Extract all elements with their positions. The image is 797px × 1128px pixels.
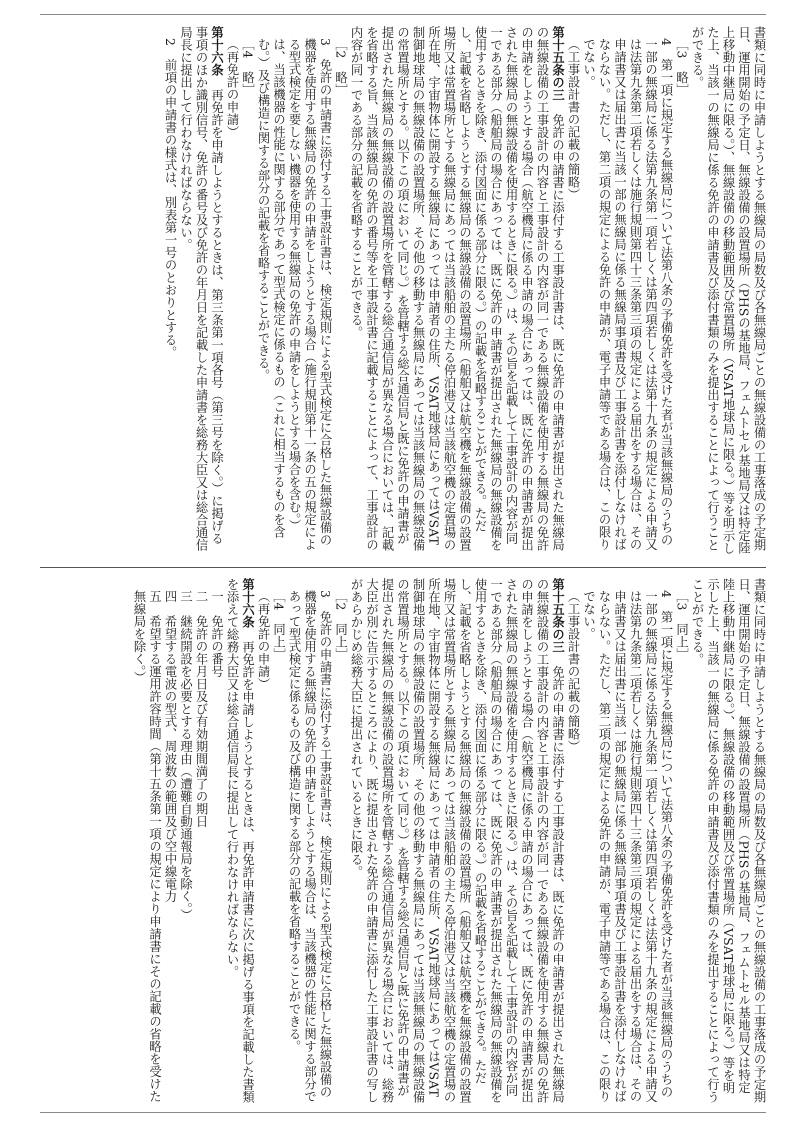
article-caption: （工事設計書の記載の簡略） — [566, 38, 580, 201]
paragraph: 書類に同時に申請しようとする無線局の局数及び各無線局ごとの無線設備の工事落成の予定期日、運用開始の予定日、無線設備の設置場所（PHSの基地局、フェムトセル基地局又は特定陸上移動中継局に限る。）、無線設備の移動範囲及び常置場所（VSAT地球局に限る。）等を明示した上、当該一の無線局に係る免許の申請書及び添付書類のみを提出することによって行うことができる。 — [690, 26, 766, 555]
paragraph: ［4 同上］ — [271, 590, 286, 661]
paragraph: 4 第一項に規定する無線局について法第八条の予備免許を受けた者が当該無線局のうちの一部の無線局に係る法第九条第一項若しくは第四項若しくは法第十九条の規定による申請又は法第九条第二項若しくは施行規則第四十三条第三項の規定による届出をする場合は、その申請書又は届出書に当該一部の無線局に係る無線局事項書及び工事設計書を添付しなければならない。ただし、第二項の規定による免許の申請が、電子申請等である場合は、この限りでない。 — [581, 38, 673, 551]
list-item: 三 継続開設を必要とする理由（遭難自動通報局を除く。） — [178, 590, 193, 922]
paragraph: 3 免許の申請書に添付する工事設計書は、検定規則による型式検定に合格した無線設備の機器を使用する無線局の免許の申請をしようとする場合（施行規則第十一条の五の規定による型式検定を要しない機器を使用する無線局の免許の申請をしようとする場合を含む。）は、当該機器の性能に関する部分であって型式検定に係るもの（これに相当するものを含む。）及び構造に関する部分の記載を省略することができる。 — [256, 38, 332, 551]
paragraph: 免許の申請書に添付する工事設計書は、既に免許の申請書が提出された無線局の無線設備の工事設計の内容と工事設計の内容が同一である無線設備を使用する無線局の免許の申請をしようとする場合（航空機局に係る申請の場合にあっては、既に免許の申請書が提出された無線局の無線設備を使用するときに限る。）は、その旨を記載して工事設計の内容が同一である部分（船舶局の場合にあっては、既に免許の申請書が提出された無線局の無線設備を使用するときを除き、添付図面に係る部分に限る。）の記載を省略することができる。ただし、記載を省略しようとする無線局の無線設備の設置場所（船舶又は航空機を無線設備の設置場所又は常置場所とする無線局にあっては当該船舶の主たる停泊港又は当該航空機の定置場の所在地、宇宙物体に開設する無線局にあっては申請者の住所、VSAT地球局にあってはVSAT制御地球局の無線設備の設置場所、その他の移動する無線局にあっては当該無線局の無線設備の常置場所とする。以下この項において同じ。）を管轄する総合通信局と既に免許の申請書が提出された無線局の無線設備の設置場所を管轄する総合通信局が異なる場合においては、総務大臣が別に告示するところにより、既に提出された免許の申請書に添付した工事設計書の写しがあらかじめ総務大臣に提出されているときに限る。 — [349, 578, 565, 1103]
article-caption: （再免許の申請） — [225, 38, 239, 138]
paragraph: ［2 略］ — [333, 38, 348, 97]
list-item: 二 免許の年月日及び有効期間満了の期日 — [194, 590, 208, 828]
top-border — [40, 14, 766, 15]
current-text-body — [40, 26, 766, 556]
list-item: 四 希望する電波の型式、周波数の範囲及び空中線電力 — [163, 590, 177, 903]
bottom-border — [40, 1112, 766, 1113]
paragraph: ［3 同上］ — [674, 590, 689, 661]
section-divider — [40, 567, 766, 568]
paragraph: 再免許を申請しようとするときは、第三条第一項各号（第三号を除く。）に掲げる事項のほか識別信号、免許の番号及び免許の年月日を記載した申請書を総務大臣又は総合通信局長に提出して行わなければならない。 — [178, 26, 224, 551]
article-caption: （再免許の申請） — [256, 590, 270, 690]
article-heading: 第十五条の三 — [550, 26, 565, 101]
paragraph: 免許の申請書に添付する工事設計書は、既に免許の申請書が提出された無線局の無線設備の工事設計の内容と工事設計の内容が同一である無線設備を使用する無線局の免許の申請をしようとする場合（航空機局に係る申請の場合にあっては、既に免許の申請書が提出された無線局の無線設備を使用するときに限る。）は、その旨を記載して工事設計の内容が同一である部分（船舶局の場合にあっては、既に免許の申請書が提出された無線局の無線設備を使用するときを除き、添付図面に係る部分に限る。）の記載を省略することができる。ただし、記載を省略しようとする無線局の無線設備の設置場所（船舶又は航空機を無線設備の設置場所又は常置場所とする無線局にあっては当該船舶の主たる停泊港又は当該航空機の定置場の所在地、宇宙物体に開設する無線局にあっては申請者の住所、VSAT地球局にあってはVSAT制御地球局の無線設備の設置場所、その他の移動する無線局にあっては当該無線局の無線設備の常置場所とする。以下この項において同じ。）を管轄する総合通信局と既に免許の申請書が提出された無線局の無線設備の設置場所を管轄する総合通信局が異なる場合においては、記載を省略する旨、当該無線局の免許の番号等を工事設計書に記載することによって、工事設計の内容が同一である部分の記載を省略することができる。 — [349, 26, 565, 551]
list-item: 五 希望する運用許容時間（第十五条第一項の規定により申請書にその記載の省略を受けた無線局を除く。） — [132, 590, 162, 1103]
article-heading: 第十五条の三 — [550, 578, 565, 653]
current-text-panel — [40, 26, 766, 556]
paragraph: 2 前項の申請書の様式は、別表第一号のとおりとする。 — [163, 38, 177, 359]
list-item: 一 免許の番号 — [209, 590, 224, 678]
paragraph: ［4 略］ — [240, 38, 255, 97]
paragraph: 書類に同時に申請しようとする無線局の局数及び各無線局ごとの無線設備の工事落成の予定期日、運用開始の予定日、無線設備の設置場所（PHSの基地局、フェムトセル基地局又は特定陸上移動中継局に限る。）、無線設備の移動範囲及び常置場所（VSAT地球局に限る。）等を明示した上、当該一の無線局に係る免許の申請書及び添付書類のみを提出することによって行うことができる。 — [690, 578, 766, 1103]
paragraph: 再免許を申請しようとするときは、再免許申請書に次に掲げる事項を記載した書類を添えて総務大臣又は総合通信局長に提出して行わなければならない。 — [225, 578, 255, 1103]
paragraph: ［3 略］ — [674, 38, 689, 97]
paragraph: 3 免許の申請書に添付する工事設計書は、検定規則による型式検定に合格した無線設備の機器を使用する無線局の免許の申請をしようとする場合は、当該機器の性能に関する部分であって型式検定に係るもの及び構造に関する部分の記載を省略することができる。 — [287, 590, 332, 1103]
article-caption: （工事設計書の記載の簡略） — [566, 590, 580, 753]
paragraph: ［2 同上］ — [333, 590, 348, 661]
article-heading: 第十六条 — [240, 578, 255, 628]
article-heading: 第十六条 — [209, 26, 224, 76]
paragraph: 4 第一項に規定する無線局について法第八条の予備免許を受けた者が当該無線局のうちの一部の無線局に係る法第九条第一項若しくは第四項若しくは法第十九条の規定による申請又は法第九条第二項若しくは施行規則第四十三条第三項の規定による届出をする場合は、その申請書又は届出書に当該一部の無線局に係る無線局事項書及び工事設計書を添付しなければならない。ただし、第二項の規定による免許の申請が、電子申請等である場合は、この限りでない。 — [581, 590, 673, 1103]
revised-text-body — [40, 578, 766, 1103]
revised-text-panel — [40, 578, 766, 1103]
